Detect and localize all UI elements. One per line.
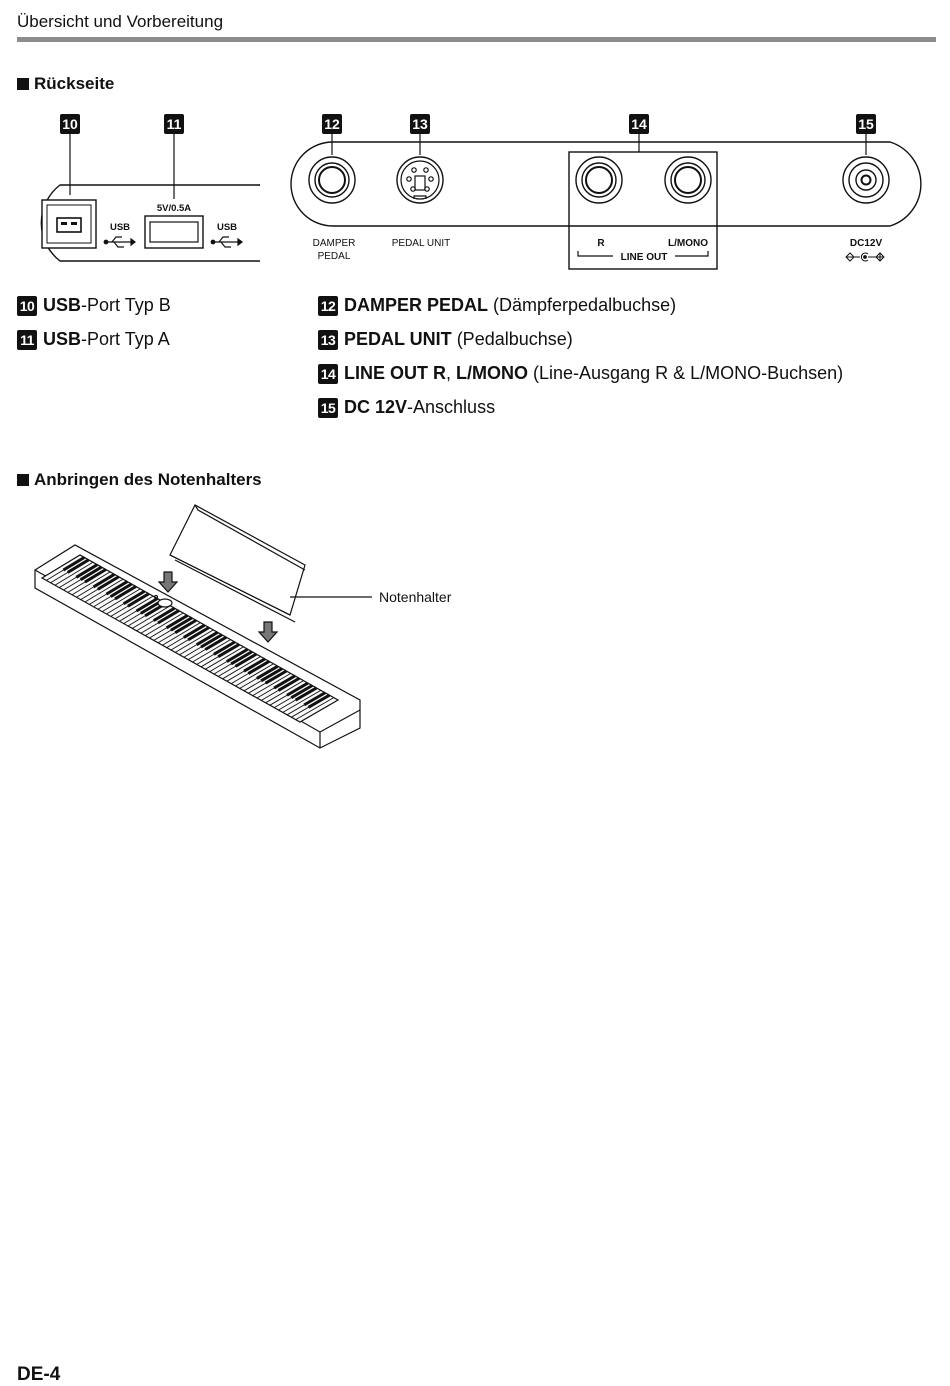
- callout-15: [856, 114, 876, 134]
- dc-label: DC12V: [849, 238, 883, 249]
- legend-badge-15: 15: [318, 398, 338, 418]
- legend-mid-14: ,: [446, 363, 457, 383]
- usb-label-2: USB: [216, 222, 238, 233]
- legend-badge-13: 13: [318, 330, 338, 350]
- page-header-title: Übersicht und Vorbereitung: [17, 12, 224, 31]
- callout-12-text: 12: [324, 116, 340, 132]
- line-out-r-jack-icon: [576, 157, 622, 203]
- legend-text-14: (Line-Ausgang R & L/MONO-Buchsen): [528, 363, 844, 383]
- legend-bold-12: DAMPER PEDAL: [344, 295, 489, 315]
- piano-knob: [158, 599, 172, 607]
- line-out-label: LINE OUT: [620, 252, 668, 263]
- dc-polarity-icon: [846, 253, 884, 261]
- line-out-lmono-jack-icon: [665, 157, 711, 203]
- legend-badge-11: 11: [17, 330, 37, 350]
- damper-pedal-jack-icon: [309, 157, 355, 203]
- legend-item-12: [318, 295, 676, 316]
- usb-b-port-icon: [42, 200, 96, 248]
- pedal-unit-label: PEDAL UNIT: [391, 238, 451, 249]
- legend-item-15: [318, 397, 495, 418]
- section-heading-rear: [17, 74, 114, 94]
- line-out-r-label: R: [597, 238, 605, 249]
- legend-text-12: (Dämpferpedalbuchse): [488, 295, 677, 315]
- callout-14-text: 14: [631, 116, 647, 132]
- rear-panel-diagram: [0, 105, 950, 275]
- legend-item-10: [17, 295, 171, 316]
- legend-badge-14: 14: [318, 364, 338, 384]
- legend-bold2-14: L/MONO: [456, 363, 529, 383]
- bullet-square-icon: [17, 474, 29, 486]
- section-heading-rear-text: Rückseite: [34, 74, 115, 93]
- usb-a-port-icon: [145, 216, 203, 248]
- legend-bold-11: USB: [43, 329, 82, 349]
- legend-item-13: [318, 329, 573, 350]
- callout-10: [60, 114, 80, 134]
- rating-label: 5V/0.5A: [156, 203, 192, 214]
- section-heading-stand: [17, 470, 262, 490]
- legend-badge-12: 12: [318, 296, 338, 316]
- legend-item-14: [318, 363, 843, 384]
- callout-15-text: 15: [858, 116, 874, 132]
- damper-label-line2: PEDAL: [317, 251, 351, 262]
- legend-bold-10: USB: [43, 295, 82, 315]
- callout-leader-lines: [70, 134, 866, 199]
- callout-10-text: 10: [62, 116, 78, 132]
- legend-text-15: -Anschluss: [407, 397, 496, 417]
- music-rest-icon: [170, 505, 305, 615]
- legend-bold-13: PEDAL UNIT: [344, 329, 452, 349]
- usb-label-1: USB: [109, 222, 131, 233]
- callout-13: [410, 114, 430, 134]
- pedal-unit-socket-icon: [397, 157, 443, 203]
- callout-11-text: 11: [166, 116, 182, 132]
- legend-text-13: (Pedalbuchse): [451, 329, 573, 349]
- line-out-lmono-label: L/MONO: [668, 238, 708, 249]
- legend-bold-14: LINE OUT R: [344, 363, 446, 383]
- music-rest-caption: Notenhalter: [379, 589, 452, 605]
- legend-item-11: [17, 329, 170, 350]
- callout-11: [164, 114, 184, 134]
- bullet-square-icon: [17, 78, 29, 90]
- usb-symbol-icon-2: [211, 237, 242, 247]
- header-divider: [17, 37, 936, 42]
- damper-label-line1: DAMPER: [312, 238, 356, 249]
- insert-arrow-icon: [259, 622, 277, 642]
- piano-illustration: [20, 500, 480, 760]
- legend-text-10: -Port Typ B: [81, 295, 171, 315]
- legend-badge-10: 10: [17, 296, 37, 316]
- dc-jack-icon: [843, 157, 889, 203]
- page-number: DE-4: [17, 1364, 61, 1385]
- section-heading-stand-text: Anbringen des Notenhalters: [34, 470, 262, 489]
- legend-text-11: -Port Typ A: [81, 329, 170, 349]
- right-panel-outline: [259, 142, 921, 226]
- legend-bold-15: DC 12V: [344, 397, 408, 417]
- usb-symbol-icon-1: [104, 237, 135, 247]
- callout-14: [629, 114, 649, 134]
- callout-13-text: 13: [412, 116, 428, 132]
- insert-arrow-icon: [159, 572, 177, 592]
- callout-12: [322, 114, 342, 134]
